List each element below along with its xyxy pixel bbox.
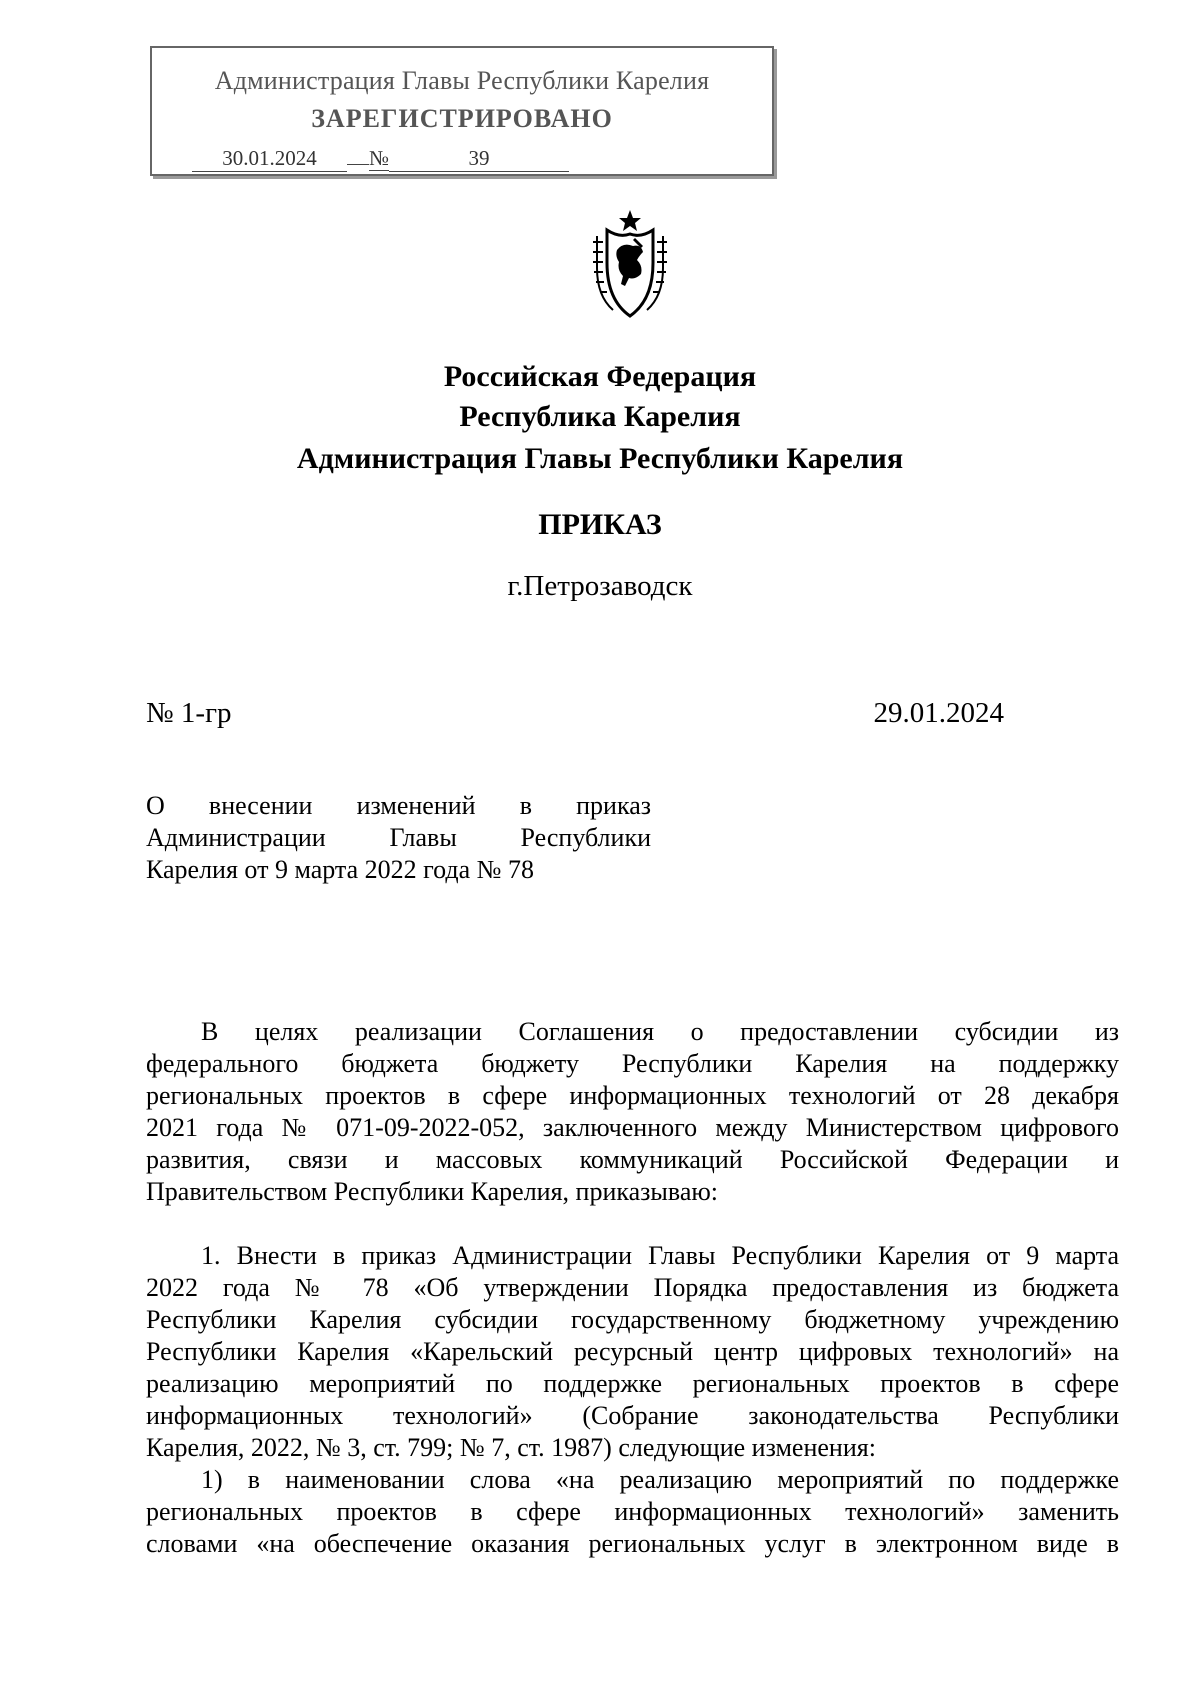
paragraph-preamble: [146, 1016, 1119, 1208]
header-republic: Республика Карелия: [459, 400, 741, 433]
text-line: 1) в наименовании слова «на реализацию мероприятий по поддержке: [201, 1465, 1119, 1494]
document-subject: [146, 790, 651, 886]
stamp-number: 39: [389, 146, 569, 172]
text-line: Республики Карелия «Карельский ресурсный центр цифровых технологий» на: [146, 1337, 1119, 1366]
subject-line: О внесении изменений в приказ: [146, 791, 651, 820]
stamp-organization: Администрация Главы Республики Карелия: [214, 66, 710, 95]
text-line: 2021 года № 071-09-2022-052, заключенного между Министерством цифрового: [146, 1113, 1119, 1142]
stamp-registration-line: [192, 146, 569, 172]
document-city: г.Петрозаводск: [507, 570, 693, 602]
document-number: № 1-гр: [146, 697, 232, 729]
text-line: словами «на обеспечение оказания региональных услуг в электронном виде в: [146, 1529, 1119, 1558]
subject-line: Карелия от 9 марта 2022 года № 78: [146, 855, 534, 884]
text-line: развития, связи и массовых коммуникаций Российской Федерации и: [146, 1145, 1119, 1174]
stamp-registered-label: ЗАРЕГИСТРИРОВАНО: [311, 104, 613, 133]
stamp-number-sign: №: [369, 146, 390, 170]
paragraph-item-1: [146, 1240, 1119, 1464]
text-line: Правительством Республики Карелия, приказываю:: [146, 1177, 719, 1206]
text-line: 2022 года № 78 «Об утверждении Порядка предоставления из бюджета: [146, 1273, 1119, 1302]
text-line: В целях реализации Соглашения о предоставлении субсидии из: [201, 1017, 1119, 1046]
header-administration: Администрация Главы Республики Карелия: [296, 442, 904, 475]
text-line: Республики Карелия субсидии государственному бюджетному учреждению: [146, 1305, 1119, 1334]
text-line: региональных проектов в сфере информационных технологий» заменить: [146, 1497, 1119, 1526]
text-line: информационных технологий» (Собрание законодательства Республики: [146, 1401, 1119, 1430]
text-line: региональных проектов в сфере информационных технологий от 28 декабря: [146, 1081, 1119, 1110]
stamp-date: 30.01.2024: [192, 146, 347, 172]
text-line: реализацию мероприятий по поддержке региональных проектов в сфере: [146, 1369, 1119, 1398]
text-line: 1. Внести в приказ Администрации Главы Республики Карелия от 9 марта: [201, 1241, 1119, 1270]
text-line: федерального бюджета бюджету Республики Карелия на поддержку: [146, 1049, 1119, 1078]
document-type: ПРИКАЗ: [538, 508, 662, 541]
paragraph-subitem-1: [146, 1464, 1119, 1560]
karelia-coat-of-arms-icon: [585, 208, 675, 323]
registration-stamp: [150, 46, 774, 176]
header-country: Российская Федерация: [443, 360, 757, 393]
subject-line: Администрации Главы Республики: [146, 823, 651, 852]
text-line: Карелия, 2022, № 3, ст. 799; № 7, ст. 1987) следующие изменения:: [146, 1433, 876, 1462]
document-date: 29.01.2024: [873, 697, 1004, 729]
